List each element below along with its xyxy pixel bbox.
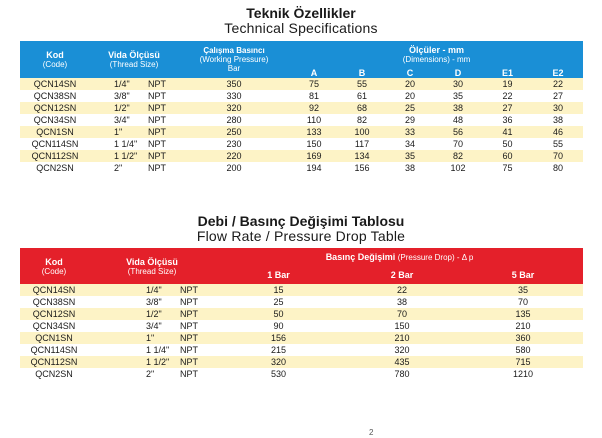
spec-dim-b-cell: 134 — [338, 150, 386, 162]
flow-5bar-cell: 580 — [463, 344, 583, 356]
thread-size: 3/8" — [114, 91, 130, 101]
thread-size: 1 1/2" — [114, 151, 138, 161]
spec-pressure-cell: 320 — [178, 102, 290, 114]
flow-table-row — [20, 296, 583, 308]
spec-dim-e2-cell: 70 — [533, 150, 583, 162]
spec-dim-a-cell: 81 — [290, 90, 338, 102]
thread-size: 2" — [114, 163, 123, 173]
thread-size: 3/4" — [146, 321, 162, 331]
spec-dim-d-cell: 35 — [434, 90, 482, 102]
spec-dim-a-cell: 150 — [290, 138, 338, 150]
spec-dim-b-cell: 55 — [338, 78, 386, 90]
spec-header-thread: Vida Ölçüsü (Thread Size) — [90, 41, 178, 78]
spec-dim-a-cell: 75 — [290, 78, 338, 90]
spec-col-e1: E1 — [482, 67, 533, 78]
spec-dim-b-cell: 68 — [338, 102, 386, 114]
thread-type: NPT — [148, 151, 166, 161]
spec-col-a: A — [290, 67, 338, 78]
flow-1bar-cell: 15 — [216, 284, 341, 296]
flow-1bar-cell: 90 — [216, 320, 341, 332]
flow-col-1bar: 1 Bar — [216, 266, 341, 284]
spec-dim-d-cell: 102 — [434, 162, 482, 174]
spec-code-cell: QCN12SN — [20, 102, 90, 114]
thread-type: NPT — [148, 79, 166, 89]
spec-dim-a-cell: 194 — [290, 162, 338, 174]
flow-code-cell: QCN34SN — [20, 320, 88, 332]
flow-2bar-cell: 320 — [341, 344, 463, 356]
spec-pressure-cell: 350 — [178, 78, 290, 90]
flow-col-2bar: 2 Bar — [341, 266, 463, 284]
flow-code-cell: QCN12SN — [20, 308, 88, 320]
spec-table-row — [20, 90, 583, 102]
spec-dim-e1-cell: 27 — [482, 102, 533, 114]
flow-header-pressure-drop: Basınç Değişimi (Pressure Drop) - Δ p — [216, 248, 583, 266]
spec-table-row — [20, 150, 583, 162]
spec-code-cell: QCN114SN — [20, 138, 90, 150]
spec-dim-e2-cell: 80 — [533, 162, 583, 174]
spec-col-d: D — [434, 67, 482, 78]
flow-table-row — [20, 320, 583, 332]
flow-thread-cell — [88, 308, 216, 320]
flow-2bar-cell: 22 — [341, 284, 463, 296]
thread-type: NPT — [148, 139, 166, 149]
thread-size: 1 1/4" — [146, 345, 170, 355]
flow-5bar-cell: 35 — [463, 284, 583, 296]
flow-1bar-cell: 320 — [216, 356, 341, 368]
flow-title-tr: Debi / Basınç Değişimi Tablosu — [197, 213, 405, 229]
thread-type: NPT — [180, 369, 198, 379]
spec-dim-e2-cell: 55 — [533, 138, 583, 150]
flow-thread-cell — [88, 332, 216, 344]
flow-thread-cell — [88, 320, 216, 332]
spec-thread-cell — [90, 162, 178, 174]
spec-header-pressure: Çalışma Basıncı (Working Pressure) Bar — [178, 41, 290, 78]
spec-dim-e1-cell: 41 — [482, 126, 533, 138]
thread-type: NPT — [148, 127, 166, 137]
spec-pressure-cell: 200 — [178, 162, 290, 174]
spec-dim-b-cell: 61 — [338, 90, 386, 102]
flow-table — [20, 248, 583, 380]
spec-code-cell: QCN34SN — [20, 114, 90, 126]
thread-type: NPT — [180, 345, 198, 355]
spec-dim-b-cell: 156 — [338, 162, 386, 174]
spec-dim-c-cell: 38 — [386, 162, 434, 174]
spec-code-cell: QCN14SN — [20, 78, 90, 90]
spec-dim-c-cell: 34 — [386, 138, 434, 150]
thread-type: NPT — [148, 91, 166, 101]
spec-thread-cell — [90, 138, 178, 150]
spec-dim-c-cell: 20 — [386, 78, 434, 90]
spec-dim-d-cell: 30 — [434, 78, 482, 90]
spec-thread-cell — [90, 102, 178, 114]
spec-pressure-cell: 330 — [178, 90, 290, 102]
spec-dim-c-cell: 25 — [386, 102, 434, 114]
thread-type: NPT — [180, 285, 198, 295]
spec-thread-cell — [90, 150, 178, 162]
flow-thread-cell — [88, 356, 216, 368]
spec-thread-cell — [90, 114, 178, 126]
spec-code-cell: QCN38SN — [20, 90, 90, 102]
spec-code-cell: QCN112SN — [20, 150, 90, 162]
spec-dim-e1-cell: 60 — [482, 150, 533, 162]
flow-title-block — [0, 214, 602, 244]
flow-2bar-cell: 210 — [341, 332, 463, 344]
spec-table-row — [20, 126, 583, 138]
thread-size: 1" — [146, 333, 155, 343]
thread-size: 1/4" — [146, 285, 162, 295]
spec-dim-e2-cell: 46 — [533, 126, 583, 138]
flow-code-cell: QCN112SN — [20, 356, 88, 368]
flow-table-row — [20, 368, 583, 380]
spec-title-en: Technical Specifications — [224, 20, 378, 36]
flow-thread-cell — [88, 296, 216, 308]
spec-title-tr: Teknik Özellikler — [246, 5, 356, 21]
spec-dim-c-cell: 20 — [386, 90, 434, 102]
spec-table-row — [20, 78, 583, 90]
spec-dim-e2-cell: 22 — [533, 78, 583, 90]
spec-title-block — [0, 6, 602, 36]
spec-dim-d-cell: 70 — [434, 138, 482, 150]
flow-table-row — [20, 344, 583, 356]
flow-2bar-cell: 70 — [341, 308, 463, 320]
flow-1bar-cell: 156 — [216, 332, 341, 344]
spec-table-row — [20, 138, 583, 150]
spec-thread-cell — [90, 90, 178, 102]
spec-dim-b-cell: 82 — [338, 114, 386, 126]
spec-col-c: C — [386, 67, 434, 78]
flow-col-5bar: 5 Bar — [463, 266, 583, 284]
flow-table-row — [20, 308, 583, 320]
thread-size: 3/8" — [146, 297, 162, 307]
flow-thread-cell — [88, 344, 216, 356]
spec-thread-cell — [90, 78, 178, 90]
spec-table-body — [20, 78, 583, 174]
thread-size: 1/2" — [114, 103, 130, 113]
spec-pressure-cell: 280 — [178, 114, 290, 126]
spec-pressure-cell: 250 — [178, 126, 290, 138]
spec-col-e2: E2 — [533, 67, 583, 78]
flow-thread-cell — [88, 368, 216, 380]
thread-type: NPT — [148, 103, 166, 113]
spec-col-b: B — [338, 67, 386, 78]
thread-type: NPT — [148, 115, 166, 125]
flow-1bar-cell: 25 — [216, 296, 341, 308]
flow-code-cell: QCN38SN — [20, 296, 88, 308]
thread-size: 1 1/2" — [146, 357, 170, 367]
spec-dim-e2-cell: 27 — [533, 90, 583, 102]
flow-5bar-cell: 360 — [463, 332, 583, 344]
spec-dim-e2-cell: 30 — [533, 102, 583, 114]
spec-dim-a-cell: 169 — [290, 150, 338, 162]
flow-1bar-cell: 215 — [216, 344, 341, 356]
flow-5bar-cell: 135 — [463, 308, 583, 320]
thread-type: NPT — [180, 309, 198, 319]
spec-dim-d-cell: 56 — [434, 126, 482, 138]
flow-2bar-cell: 38 — [341, 296, 463, 308]
thread-type: NPT — [180, 321, 198, 331]
thread-size: 1" — [114, 127, 123, 137]
flow-5bar-cell: 715 — [463, 356, 583, 368]
flow-code-cell: QCN14SN — [20, 284, 88, 296]
spec-code-cell: QCN2SN — [20, 162, 90, 174]
flow-1bar-cell: 530 — [216, 368, 341, 380]
flow-5bar-cell: 70 — [463, 296, 583, 308]
thread-size: 1 1/4" — [114, 139, 138, 149]
spec-thread-cell — [90, 126, 178, 138]
flow-2bar-cell: 435 — [341, 356, 463, 368]
spec-dim-d-cell: 48 — [434, 114, 482, 126]
spec-pressure-cell: 220 — [178, 150, 290, 162]
thread-type: NPT — [148, 163, 166, 173]
thread-size: 1/2" — [146, 309, 162, 319]
spec-dim-a-cell: 110 — [290, 114, 338, 126]
flow-code-cell: QCN2SN — [20, 368, 88, 380]
spec-table-row — [20, 102, 583, 114]
spec-header-dimensions: Ölçüler - mm (Dimensions) - mm — [290, 41, 583, 67]
flow-table-row — [20, 332, 583, 344]
flow-table-body — [20, 284, 583, 380]
spec-dim-b-cell: 117 — [338, 138, 386, 150]
spec-dim-c-cell: 29 — [386, 114, 434, 126]
spec-dim-e1-cell: 36 — [482, 114, 533, 126]
flow-5bar-cell: 210 — [463, 320, 583, 332]
thread-type: NPT — [180, 357, 198, 367]
spec-dim-b-cell: 100 — [338, 126, 386, 138]
spec-dim-a-cell: 92 — [290, 102, 338, 114]
flow-table-row — [20, 356, 583, 368]
spec-dim-d-cell: 38 — [434, 102, 482, 114]
spec-dim-e1-cell: 19 — [482, 78, 533, 90]
spec-dim-e1-cell: 75 — [482, 162, 533, 174]
flow-1bar-cell: 50 — [216, 308, 341, 320]
flow-2bar-cell: 150 — [341, 320, 463, 332]
thread-size: 3/4" — [114, 115, 130, 125]
spec-table — [20, 41, 583, 174]
spec-header-code: Kod (Code) — [20, 41, 90, 78]
flow-header-code: Kod (Code) — [20, 248, 88, 284]
flow-table-row — [20, 284, 583, 296]
spec-dim-a-cell: 133 — [290, 126, 338, 138]
thread-type: NPT — [180, 333, 198, 343]
spec-table-row — [20, 114, 583, 126]
flow-header-thread: Vida Ölçüsü (Thread Size) — [88, 248, 216, 284]
spec-dim-e2-cell: 38 — [533, 114, 583, 126]
spec-table-row — [20, 162, 583, 174]
spec-dim-c-cell: 33 — [386, 126, 434, 138]
spec-dim-e1-cell: 22 — [482, 90, 533, 102]
spec-code-cell: QCN1SN — [20, 126, 90, 138]
thread-size: 2" — [146, 369, 155, 379]
flow-2bar-cell: 780 — [341, 368, 463, 380]
thread-type: NPT — [180, 297, 198, 307]
spec-dim-d-cell: 82 — [434, 150, 482, 162]
flow-code-cell: QCN1SN — [20, 332, 88, 344]
flow-title-en: Flow Rate / Pressure Drop Table — [196, 228, 406, 244]
flow-thread-cell — [88, 284, 216, 296]
footer-mark: 2 — [369, 428, 374, 437]
spec-dim-c-cell: 35 — [386, 150, 434, 162]
spec-dim-e1-cell: 50 — [482, 138, 533, 150]
flow-code-cell: QCN114SN — [20, 344, 88, 356]
spec-pressure-cell: 230 — [178, 138, 290, 150]
flow-5bar-cell: 1210 — [463, 368, 583, 380]
thread-size: 1/4" — [114, 79, 130, 89]
